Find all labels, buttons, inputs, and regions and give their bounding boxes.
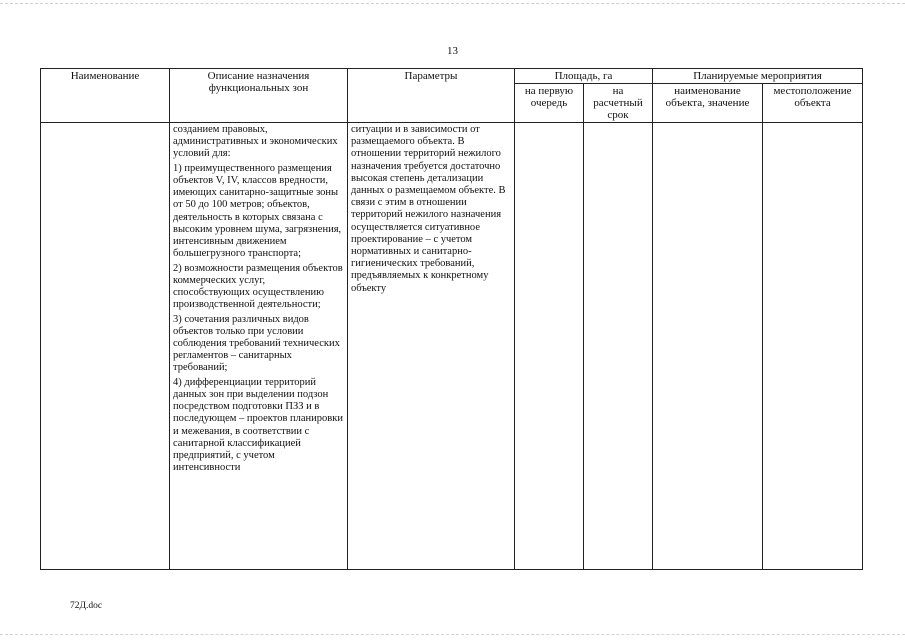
header-area-calc: на расчетный срок	[584, 84, 653, 123]
description-paragraph: созданием правовых, административных и экономических условий для:	[173, 124, 338, 160]
header-parameters: Параметры	[348, 69, 515, 123]
description-paragraph: 4) дифференциации территорий данных зон при выделении подзон посредством подготовки ПЗЗ и в последующем – проектов планировки и межевания, в соответствии с санитарной классификацией предприятий, с учетом интенсивности	[173, 376, 343, 474]
description-paragraph: 2) возможности размещения объектов коммерческих услуг, способствующих осуществлению производственной деятельности;	[173, 262, 343, 311]
cell-description	[170, 123, 348, 570]
scan-edge-top	[0, 3, 905, 4]
scan-edge-bottom	[0, 634, 905, 635]
cell-measures-name	[653, 123, 763, 570]
cell-area-first	[515, 123, 584, 570]
cell-name	[41, 123, 170, 570]
description-paragraph: 1) преимущественного размещения объектов V, IV, классов вредности, имеющих санитарно-защитные зоны от 50 до 100 метров; объектов, деятельность в которых связана с высоким уровнем шума, загрязнения, интенсивным движением большегрузного транспорта;	[173, 162, 342, 260]
cell-parameters: ситуации и в зависимости от размещаемого объекта. В отношении территорий нежилого назначения требуется достаточно высокая степень детализации данных о размещаемом объекте. В связи с этим в отношении территорий нежилого назначения осуществляется ситуативное проектирование – с учетом нормативных и санитарно-гигиенических требований, предъявляемых к конкретному объекту	[348, 123, 515, 570]
header-area: Площадь, га	[515, 69, 653, 84]
file-name-footer: 72Д.doc	[70, 601, 103, 611]
cell-measures-location	[763, 123, 863, 570]
header-measures-name: наименование объекта, значение	[653, 84, 763, 123]
header-description: Описание назначения функциональных зон	[170, 69, 348, 123]
header-name: Наименование	[41, 69, 170, 123]
cell-area-calc	[584, 123, 653, 570]
header-measures-location: местоположение объекта	[763, 84, 863, 123]
header-measures: Планируемые мероприятия	[653, 69, 863, 84]
page-number: 13	[447, 45, 458, 57]
zones-table	[40, 68, 863, 570]
header-area-first: на первую очередь	[515, 84, 584, 123]
description-paragraph: 3) сочетания различных видов объектов только при условии соблюдения требований технических регламентов – санитарных требований;	[173, 313, 340, 374]
